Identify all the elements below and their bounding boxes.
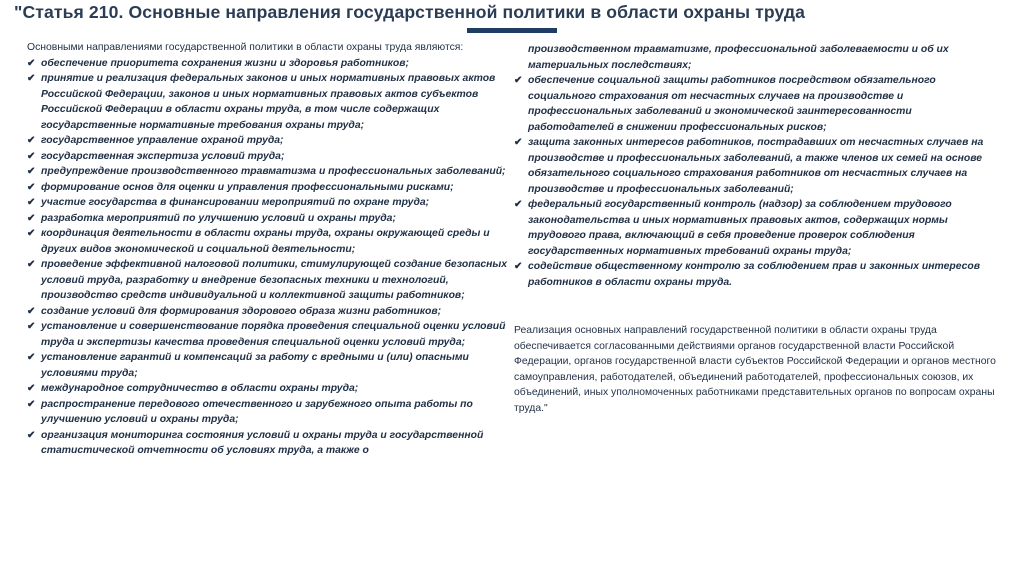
checkmark-icon: ✔ [514, 199, 523, 210]
list-item-text: содействие общественному контролю за соблюдением прав и законных интересов работников в области охраны труда. [528, 261, 981, 288]
list-item-text: обеспечение социальной защиты работников посредством обязательного социального страхования от несчастных случаев на производстве и профессиональных заболеваний и экономической заинтересованности работодателей в снижении профессиональных рисков; [528, 75, 936, 133]
list-item [27, 428, 513, 459]
checkmark-icon: ✔ [27, 259, 36, 270]
checkmark-icon: ✔ [27, 150, 36, 162]
checkmark-icon: ✔ [514, 137, 523, 148]
list-item-text: международное сотрудничество в области охраны труда; [41, 383, 359, 394]
list-item [27, 180, 513, 196]
list-item-text: организация мониторинга состояния условий и охраны труда и государственной статистической отчетности об условиях труда, а также о [41, 429, 484, 456]
list-item-text: государственная экспертиза условий труда; [41, 150, 285, 162]
list-item-text: проведение эффективной налоговой политики, стимулирующей создание безопасных условий труда, разработку и внедрение безопасных техники и технологий, производство средств индивидуальной и коллективной защиты работников; [41, 259, 508, 301]
list-item [27, 257, 513, 304]
list-item [514, 197, 1000, 259]
list-item [27, 319, 513, 350]
left-bullet-list [27, 56, 513, 459]
list-item [514, 73, 1000, 135]
list-item-text: производственном травматизме, профессиональной заболеваемости и об их материальных последствиях; [528, 44, 949, 71]
checkmark-icon: ✔ [27, 321, 36, 332]
list-item [514, 135, 1000, 197]
closing-paragraph: Реализация основных направлений государственной политики в области охраны труда обеспечивается согласованными действиями органов государственной власти Российской Федерации, органов государственной власти субъектов Российской Федерации и органов местного самоуправления, работодателей, объединений работодателей, профессиональных союзов, их объединений, иных уполномоченных работниками представительных органов по вопросам охраны труда." [514, 325, 996, 414]
list-item-text: координация деятельности в области охраны труда, охраны окружающей среды и других видов экономической и социальной деятельности; [41, 228, 490, 255]
list-item-text: создание условий для формирования здорового образа жизни работников; [41, 305, 442, 317]
list-item [27, 226, 513, 257]
intro-text: Основными направлениями государственной политики в области охраны труда являются: [27, 42, 464, 53]
checkmark-icon: ✔ [514, 75, 523, 86]
checkmark-icon: ✔ [27, 228, 36, 239]
left-column [27, 40, 513, 459]
list-item [27, 397, 513, 428]
list-item [27, 381, 513, 397]
list-item-text: государственное управление охраной труда; [41, 135, 284, 146]
list-item [27, 56, 513, 72]
checkmark-icon: ✔ [27, 197, 36, 208]
list-item-text: участие государства в финансировании мероприятий по охране труда; [41, 197, 430, 208]
title-underline-bar [467, 28, 557, 33]
checkmark-icon: ✔ [27, 383, 36, 394]
checkmark-icon: ✔ [27, 305, 36, 317]
list-item-text: формирование основ для оценки и управления профессиональными рисками; [41, 181, 454, 193]
checkmark-icon: ✔ [27, 181, 36, 193]
list-item-text: установление гарантий и компенсаций за работу с вредными и (или) опасными условиями труда; [41, 352, 469, 379]
checkmark-icon: ✔ [514, 261, 523, 272]
checkmark-icon: ✔ [27, 212, 36, 224]
right-column [514, 42, 1000, 426]
list-item [27, 149, 513, 165]
list-item [27, 164, 513, 180]
list-item-text: принятие и реализация федеральных законов и иных нормативных правовых актов Российской Федерации, законов и иных нормативных правовых актов субъектов Российской Федерации в области охраны труда, в том числе содержащих государственные нормативные требования охраны труда; [41, 73, 496, 131]
checkmark-icon: ✔ [27, 352, 36, 363]
list-item [27, 350, 513, 381]
checkmark-icon: ✔ [27, 57, 36, 69]
checkmark-icon: ✔ [27, 398, 36, 410]
list-item [514, 259, 1000, 290]
list-item-text: защита законных интересов работников, пострадавших от несчастных случаев на производстве и профессиональных заболеваний, а также членов их семей на основе обязательного социального страхования работников от несчастных случаев на производстве и профессиональных заболеваний; [528, 137, 984, 195]
checkmark-icon: ✔ [27, 73, 36, 84]
list-item-text: установление и совершенствование порядка проведения специальной оценки условий труда и экспертизы качества проведения специальной оценки условий труда; [41, 321, 506, 348]
continued-list-item [514, 42, 1000, 73]
list-item [27, 71, 513, 133]
slide-title: "Статья 210. Основные направления государственной политики в области охраны труда [14, 2, 806, 22]
checkmark-icon: ✔ [27, 429, 36, 441]
right-bullet-list [514, 42, 1000, 290]
checkmark-icon: ✔ [27, 166, 36, 177]
list-item [27, 304, 513, 320]
list-item-text: разработка мероприятий по улучшению условий и охраны труда; [41, 212, 396, 224]
list-item [27, 133, 513, 149]
list-item [27, 195, 513, 211]
list-item-text: распространение передового отечественного и зарубежного опыта работы по улучшению условий и охраны труда; [41, 398, 473, 425]
list-item-text: предупреждение производственного травматизма и профессиональных заболеваний; [41, 166, 506, 177]
list-item [27, 211, 513, 227]
list-item-text: федеральный государственный контроль (надзор) за соблюдением трудового законодательства и иных нормативных правовых актов, содержащих нормы трудового права, включающий в себя проведение проверок соблюдения государственных нормативных требований охраны труда; [528, 199, 952, 257]
checkmark-icon: ✔ [27, 135, 36, 146]
list-item-text: обеспечение приоритета сохранения жизни и здоровья работников; [41, 57, 410, 69]
